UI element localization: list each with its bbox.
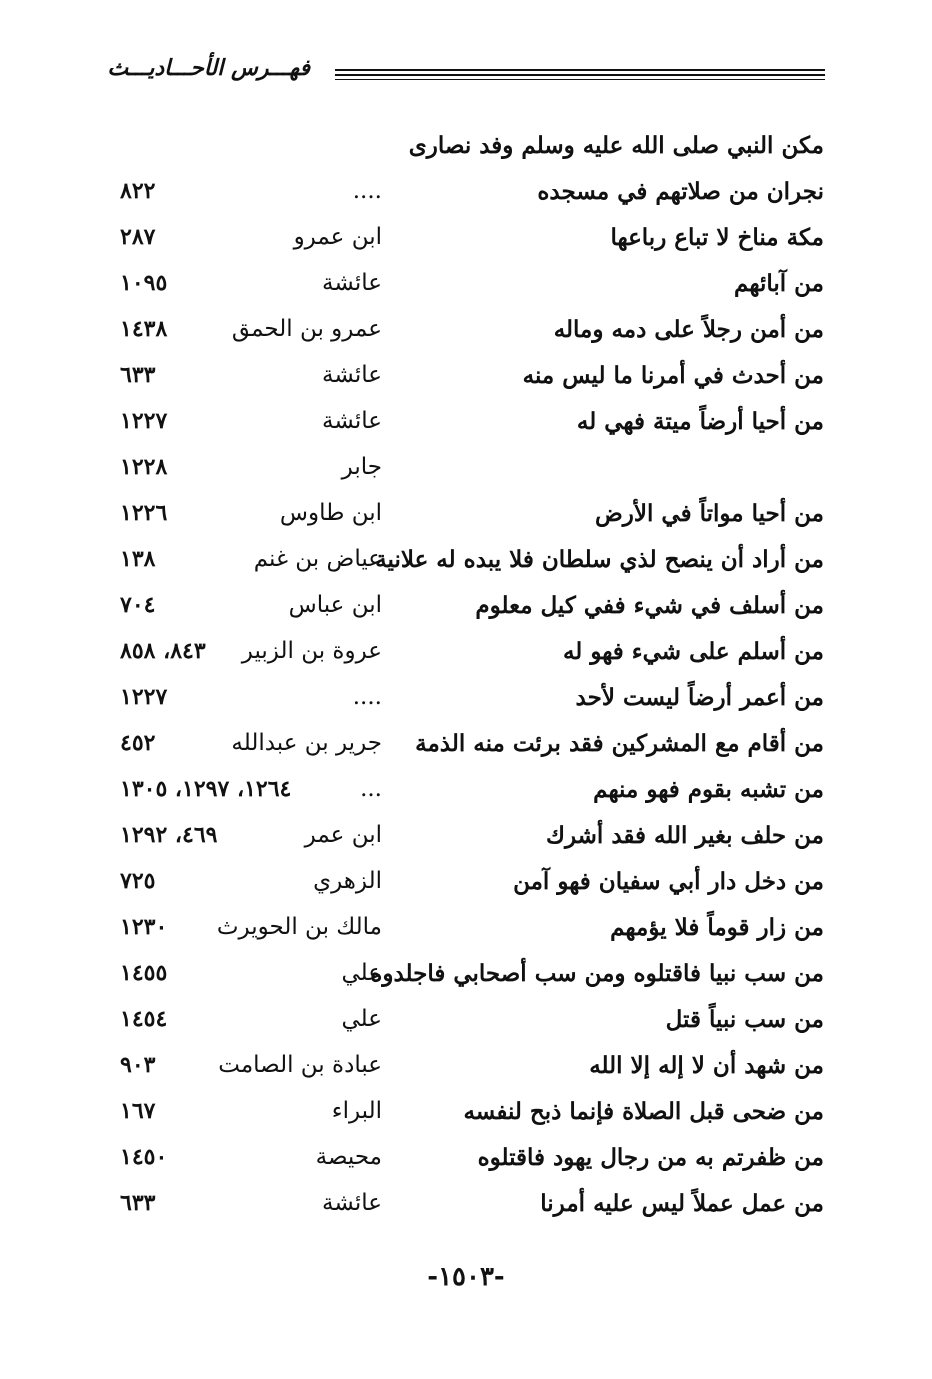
index-entry (110, 1184, 824, 1230)
hadith-text: من أحيا أرضاً ميتة فهي له (576, 408, 824, 435)
header-rule-top (335, 69, 825, 71)
narrator: .... (352, 178, 382, 204)
hadith-text: مكن النبي صلى الله عليه وسلم وفد نصارى (408, 132, 824, 159)
hadith-text: من ظفرتم به من رجال يهود فاقتلوه (477, 1144, 824, 1171)
narrator: عروة بن الزبير (241, 638, 382, 664)
hadith-text: من أعمر أرضاً ليست لأحد (575, 684, 824, 711)
narrator: عبادة بن الصامت (218, 1052, 382, 1078)
page-refs: ١٢٣٠ (120, 914, 168, 940)
index-entry (110, 1000, 824, 1046)
index-entry (110, 310, 824, 356)
narrator: ابن عمر (304, 822, 382, 848)
narrator: علي (341, 1006, 382, 1032)
page-refs: ١٢٢٧ (120, 408, 168, 434)
hadith-text: من أمن رجلاً على دمه وماله (553, 316, 824, 343)
page-refs: ١٦٧ (120, 1098, 156, 1124)
page-refs: ٨٤٣، ٨٥٨ (120, 638, 206, 664)
running-header (105, 55, 825, 95)
page-refs: ١٠٩٥ (120, 270, 168, 296)
page-refs: ١٤٥٥ (120, 960, 168, 986)
header-rule-bottom (335, 79, 825, 80)
hadith-text: نجران من صلاتهم في مسجده (537, 178, 824, 205)
hadith-text: من حلف بغير الله فقد أشرك (546, 822, 824, 849)
index-entry (110, 816, 824, 862)
index-entry (110, 172, 824, 218)
narrator: عائشة (322, 270, 382, 296)
narrator: عائشة (322, 362, 382, 388)
page-refs: ٤٥٢ (120, 730, 156, 756)
index-entry (110, 770, 824, 816)
page-refs: ٧٠٤ (120, 592, 156, 618)
header-title: فهـــرس الأحـــاديـــث (107, 55, 310, 81)
page-refs: ٤٦٩، ١٢٩٢ (120, 822, 218, 848)
page-refs: ١٢٢٨ (120, 454, 168, 480)
index-entry (110, 540, 824, 586)
hadith-text: مكة مناخ لا تباع رباعها (610, 224, 824, 251)
narrator: ابن عباس (288, 592, 382, 618)
hadith-index-list (110, 126, 824, 1230)
page-refs: ١٣٨ (120, 546, 156, 572)
index-entry (110, 862, 824, 908)
hadith-text: من ضحى قبل الصلاة فإنما ذبح لنفسه (463, 1098, 824, 1125)
hadith-text: من دخل دار أبي سفيان فهو آمن (513, 868, 824, 895)
index-entry (110, 632, 824, 678)
narrator: محيصة (315, 1144, 382, 1170)
narrator: ابن طاوس (279, 500, 382, 526)
index-entry (110, 586, 824, 632)
narrator: ... (360, 776, 382, 802)
index-entry (110, 1046, 824, 1092)
page-refs: ١٢٢٦ (120, 500, 168, 526)
page-refs: ١٤٥٠ (120, 1144, 168, 1170)
index-entry (110, 1092, 824, 1138)
index-entry (110, 954, 824, 1000)
page-refs: ١٢٦٤، ١٢٩٧، ١٣٠٥ (120, 776, 292, 802)
hadith-text: من آبائهم (734, 270, 824, 297)
narrator: الزهري (313, 868, 382, 894)
index-entry (110, 1138, 824, 1184)
page-refs: ١٢٢٧ (120, 684, 168, 710)
index-entry (110, 126, 824, 172)
narrator: علي (341, 960, 382, 986)
page-refs: ٧٢٥ (120, 868, 156, 894)
index-entry (110, 402, 824, 448)
narrator: عمرو بن الحمق (231, 316, 382, 342)
hadith-text: من زار قوماً فلا يؤمهم (610, 914, 824, 941)
narrator: .... (352, 684, 382, 710)
index-entry (110, 264, 824, 310)
index-entry (110, 448, 824, 494)
page-refs: ٦٣٣ (120, 1190, 156, 1216)
index-entry (110, 678, 824, 724)
narrator: جابر (341, 454, 382, 480)
narrator: جرير بن عبدالله (231, 730, 382, 756)
hadith-text: من سب نبيا فاقتلوه ومن سب أصحابي فاجلدوه (370, 960, 824, 987)
hadith-text: من أحدث في أمرنا ما ليس منه (522, 362, 824, 389)
hadith-text: من أراد أن ينصح لذي سلطان فلا يبده له علانية (375, 546, 824, 573)
index-entry (110, 494, 824, 540)
page-refs: ٢٨٧ (120, 224, 156, 250)
narrator: ابن عمرو (293, 224, 382, 250)
page-refs: ٩٠٣ (120, 1052, 156, 1078)
narrator: البراء (331, 1098, 382, 1124)
index-entry (110, 908, 824, 954)
hadith-text: من أسلم على شيء فهو له (562, 638, 824, 665)
index-entry (110, 356, 824, 402)
hadith-text: من تشبه بقوم فهو منهم (593, 776, 824, 803)
header-rule-middle (335, 74, 825, 76)
page-refs: ١٤٥٤ (120, 1006, 168, 1032)
narrator: مالك بن الحويرث (216, 914, 382, 940)
narrator: عائشة (322, 408, 382, 434)
hadith-text: من عمل عملاً ليس عليه أمرنا (540, 1190, 824, 1217)
page-refs: ٦٣٣ (120, 362, 156, 388)
narrator: عائشة (322, 1190, 382, 1216)
hadith-text: من أقام مع المشركين فقد برئت منه الذمة (415, 730, 824, 757)
page-refs: ١٤٣٨ (120, 316, 168, 342)
page-refs: ٨٢٢ (120, 178, 156, 204)
hadith-text: من شهد أن لا إله إلا الله (589, 1052, 824, 1079)
narrator: عياض بن غنم (253, 546, 382, 572)
hadith-text: من أحيا مواتاً في الأرض (594, 500, 824, 527)
index-entry (110, 724, 824, 770)
hadith-text: من سب نبياً قتل (665, 1006, 824, 1033)
page-number: -١٥٠٣- (427, 1262, 505, 1292)
index-entry (110, 218, 824, 264)
hadith-text: من أسلف في شيء ففي كيل معلوم (475, 592, 824, 619)
